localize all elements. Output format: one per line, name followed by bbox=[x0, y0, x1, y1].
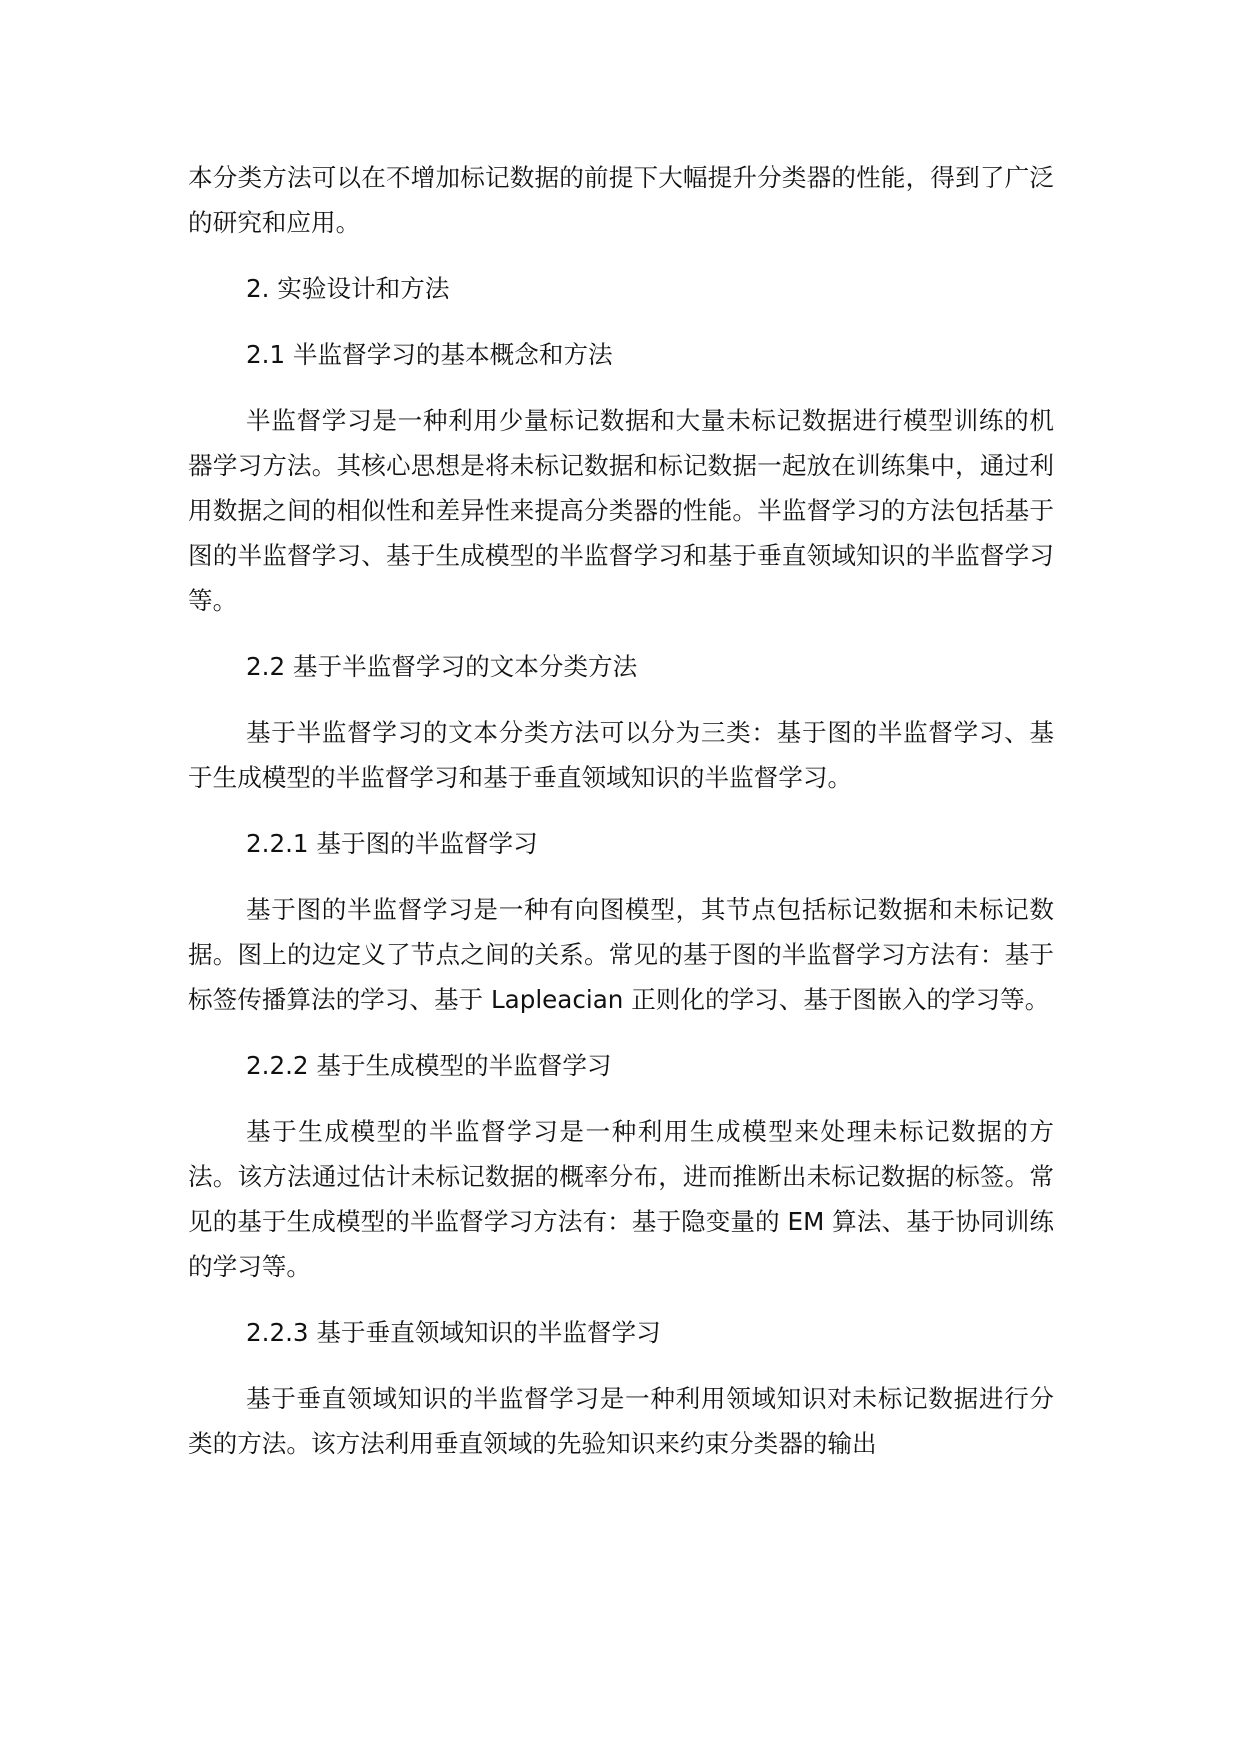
spacer bbox=[188, 866, 1054, 887]
spacer bbox=[188, 1289, 1054, 1310]
paragraph-graph-based: 基于图的半监督学习是一种有向图模型，其节点包括标记数据和未标记数据。图上的边定义了节点之间的关系。常见的基于图的半监督学习方法有：基于标签传播算法的学习、基于 Lapleacian 正则化的学习、基于图嵌入的学习等。 bbox=[188, 895, 1054, 1014]
section-heading-2-2-1: 2.2.1 基于图的半监督学习 bbox=[246, 829, 538, 858]
spacer bbox=[188, 1022, 1054, 1043]
spacer bbox=[188, 800, 1054, 821]
paragraph-continuation: 本分类方法可以在不增加标记数据的前提下大幅提升分类器的性能，得到了广泛的研究和应用。 bbox=[188, 163, 1054, 237]
section-heading-2: 2. 实验设计和方法 bbox=[246, 274, 450, 303]
spacer bbox=[188, 311, 1054, 332]
section-heading-2-1: 2.1 半监督学习的基本概念和方法 bbox=[246, 340, 613, 369]
paragraph-generative-model: 基于生成模型的半监督学习是一种利用生成模型来处理未标记数据的方法。该方法通过估计未标记数据的概率分布，进而推断出未标记数据的标签。常见的基于生成模型的半监督学习方法有：基于隐变量的 EM 算法、基于协同训练的学习等。 bbox=[188, 1117, 1054, 1281]
section-heading-2-2-3: 2.2.3 基于垂直领域知识的半监督学习 bbox=[246, 1318, 661, 1347]
section-heading-2-2-2: 2.2.2 基于生成模型的半监督学习 bbox=[246, 1051, 612, 1080]
document-page bbox=[188, 155, 1054, 1466]
paragraph-text-classification-methods: 基于半监督学习的文本分类方法可以分为三类：基于图的半监督学习、基于生成模型的半监督学习和基于垂直领域知识的半监督学习。 bbox=[188, 718, 1054, 792]
spacer bbox=[188, 1088, 1054, 1109]
spacer bbox=[188, 1355, 1054, 1376]
paragraph-domain-knowledge: 基于垂直领域知识的半监督学习是一种利用领域知识对未标记数据进行分类的方法。该方法利用垂直领域的先验知识来约束分类器的输出 bbox=[188, 1384, 1054, 1458]
spacer bbox=[188, 377, 1054, 398]
paragraph-semi-supervised-intro: 半监督学习是一种利用少量标记数据和大量未标记数据进行模型训练的机器学习方法。其核心思想是将未标记数据和标记数据一起放在训练集中，通过利用数据之间的相似性和差异性来提高分类器的性能。半监督学习的方法包括基于图的半监督学习、基于生成模型的半监督学习和基于垂直领域知识的半监督学习等。 bbox=[188, 406, 1054, 615]
spacer bbox=[188, 623, 1054, 644]
spacer bbox=[188, 245, 1054, 266]
spacer bbox=[188, 689, 1054, 710]
section-heading-2-2: 2.2 基于半监督学习的文本分类方法 bbox=[246, 652, 638, 681]
